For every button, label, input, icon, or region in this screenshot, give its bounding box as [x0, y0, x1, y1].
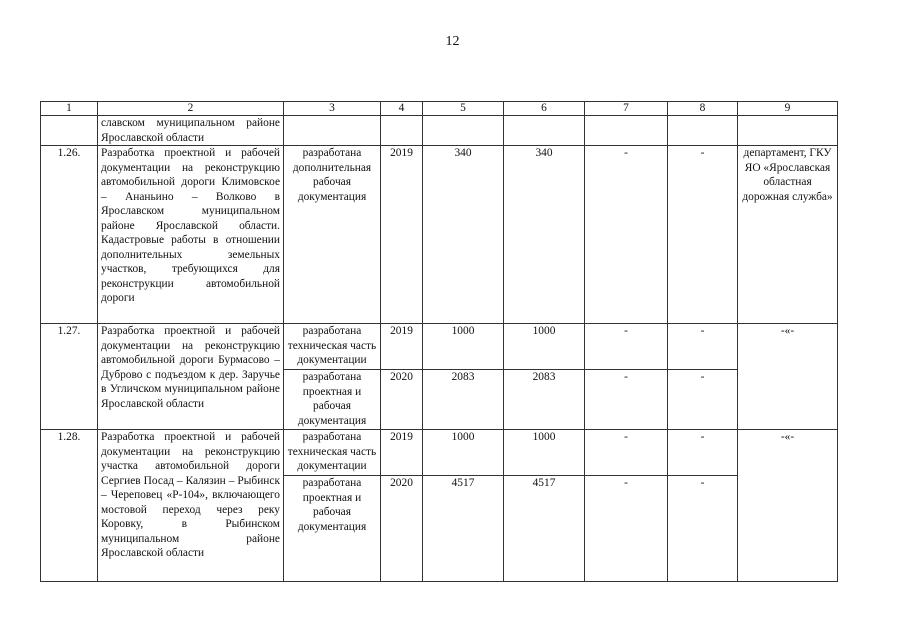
program-table: [40, 101, 838, 582]
row-title: Разработка проектной и рабочей документации на реконструкцию автомобильной дороги Бурмасово – Дуброво с подъездом к дер. Заручье в Угличском муниципальном районе Ярославской области: [98, 324, 284, 430]
row-col8: -: [668, 324, 738, 370]
col-header-7: 7: [585, 102, 668, 116]
row-regional: 2083: [504, 370, 585, 430]
row-col7: -: [585, 476, 668, 582]
col-header-6: 6: [504, 102, 585, 116]
row-total: 1000: [423, 324, 504, 370]
row-title: Разработка проектной и рабочей документации на реконструкцию автомобильной дороги Климовское – Ананьино – Волково в Ярославском муниципальном районе Ярославской области. Кадастровые работы в отношении дополнительных земельных участков, требующихся для реконструкции автомобильной дороги: [98, 146, 284, 324]
row-regional: 1000: [504, 430, 585, 476]
row-col8: -: [668, 370, 738, 430]
col-header-9: 9: [738, 102, 838, 116]
table-row: [41, 324, 838, 370]
col-header-3: 3: [284, 102, 381, 116]
row-result: разработана дополнительная рабочая документация: [284, 146, 381, 324]
col-header-5: 5: [423, 102, 504, 116]
row-executor: департамент, ГКУ ЯО «Ярославская областная дорожная служба»: [738, 146, 838, 324]
row-result: разработана техническая часть документации: [284, 324, 381, 370]
header-row: [41, 102, 838, 116]
col-header-8: 8: [668, 102, 738, 116]
row-result: разработана проектная и рабочая документация: [284, 476, 381, 582]
row-executor: -«-: [738, 430, 838, 582]
row-year: 2020: [381, 476, 423, 582]
row-regional: 1000: [504, 324, 585, 370]
row-title: Разработка проектной и рабочей документации на реконструкцию участка автомобильной дороги Сергиев Посад – Калязин – Рыбинск – Череповец «Р-104», включающего мостовой переход через реку Коровку, в Рыбинском муниципальном районе Ярославской области: [98, 430, 284, 582]
row-year: 2019: [381, 324, 423, 370]
table-row: [41, 430, 838, 476]
row-total: 2083: [423, 370, 504, 430]
row-col7: -: [585, 370, 668, 430]
col-header-1: 1: [41, 102, 98, 116]
row-number: 1.26.: [41, 146, 98, 324]
row-col8: -: [668, 430, 738, 476]
row-number: 1.27.: [41, 324, 98, 430]
col-header-4: 4: [381, 102, 423, 116]
row-regional: 4517: [504, 476, 585, 582]
carry-row: [41, 116, 838, 146]
row-col8: -: [668, 476, 738, 582]
row-result: разработана проектная и рабочая документация: [284, 370, 381, 430]
row-executor: -«-: [738, 324, 838, 430]
row-year: 2020: [381, 370, 423, 430]
row-col7: -: [585, 324, 668, 370]
row-year: 2019: [381, 146, 423, 324]
row-col8: -: [668, 146, 738, 324]
row-total: 340: [423, 146, 504, 324]
row-total: 1000: [423, 430, 504, 476]
row-total: 4517: [423, 476, 504, 582]
row-number: 1.28.: [41, 430, 98, 582]
page-number: 12: [445, 34, 460, 49]
row-col7: -: [585, 430, 668, 476]
table-row: [41, 146, 838, 324]
col-header-2: 2: [98, 102, 284, 116]
row-year: 2019: [381, 430, 423, 476]
row-col7: -: [585, 146, 668, 324]
row-result: разработана техническая часть документации: [284, 430, 381, 476]
carry-text: славском муниципальном районе Ярославской области: [98, 116, 284, 146]
row-regional: 340: [504, 146, 585, 324]
